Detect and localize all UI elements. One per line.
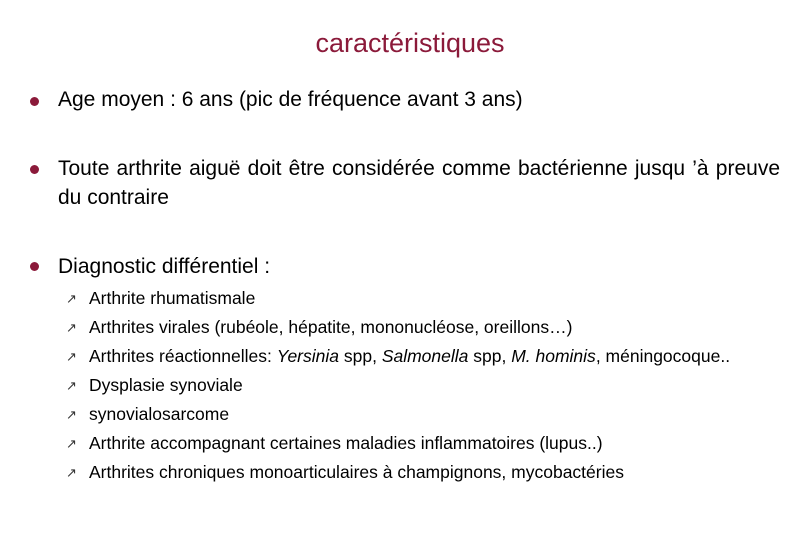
list-item-text-prefix: Arthrites réactionnelles: bbox=[89, 346, 277, 366]
list-item-text: Arthrites virales (rubéole, hépatite, mononucléose, oreillons…) bbox=[89, 317, 573, 337]
list-item bbox=[58, 342, 780, 371]
organism-name: Yersinia bbox=[276, 346, 339, 366]
list-item bbox=[58, 429, 780, 458]
list-item bbox=[58, 313, 780, 342]
arrow-icon: ↗ bbox=[66, 292, 77, 307]
list-item-text: Arthrite rhumatismale bbox=[89, 288, 256, 308]
arrow-icon: ↗ bbox=[66, 437, 77, 452]
list-item-text: Arthrite accompagnant certaines maladies inflammatoires (lupus..) bbox=[89, 433, 603, 453]
bullet-dot bbox=[30, 97, 39, 106]
bullet-text-arthrite: Toute arthrite aiguë doit être considérée comme bactérienne jusqu ’à preuve du contraire bbox=[58, 157, 780, 209]
list-item bbox=[58, 371, 780, 400]
list-item-text: synovialosarcome bbox=[89, 404, 230, 424]
bullet-text-age: Age moyen : 6 ans (pic de fréquence avant 3 ans) bbox=[58, 88, 523, 111]
organism-name: M. hominis bbox=[511, 346, 596, 366]
list-item bbox=[58, 458, 780, 487]
bullet-dot bbox=[30, 262, 39, 271]
list-item bbox=[58, 284, 780, 313]
arrow-icon: ↗ bbox=[66, 408, 77, 423]
list-item-text-mid: spp, bbox=[468, 346, 512, 366]
list-item-text: Arthrites chroniques monoarticulaires à champignons, mycobactéries bbox=[89, 462, 624, 482]
arrow-icon: ↗ bbox=[66, 350, 77, 365]
differential-list bbox=[58, 284, 780, 487]
arrow-icon: ↗ bbox=[66, 466, 77, 481]
slide-title: caractéristiques bbox=[315, 28, 505, 58]
bullet-text-diagnostic: Diagnostic différentiel : bbox=[58, 255, 271, 278]
organism-name: Salmonella bbox=[381, 346, 469, 366]
list-item bbox=[58, 400, 780, 429]
list-item-text-mid: spp, bbox=[339, 346, 382, 366]
arrow-icon: ↗ bbox=[66, 379, 77, 394]
list-item-text: Dysplasie synoviale bbox=[89, 375, 243, 395]
list-item-text-suffix: , méningocoque.. bbox=[595, 346, 731, 366]
arrow-icon: ↗ bbox=[66, 321, 77, 336]
bullet-dot bbox=[30, 165, 39, 174]
